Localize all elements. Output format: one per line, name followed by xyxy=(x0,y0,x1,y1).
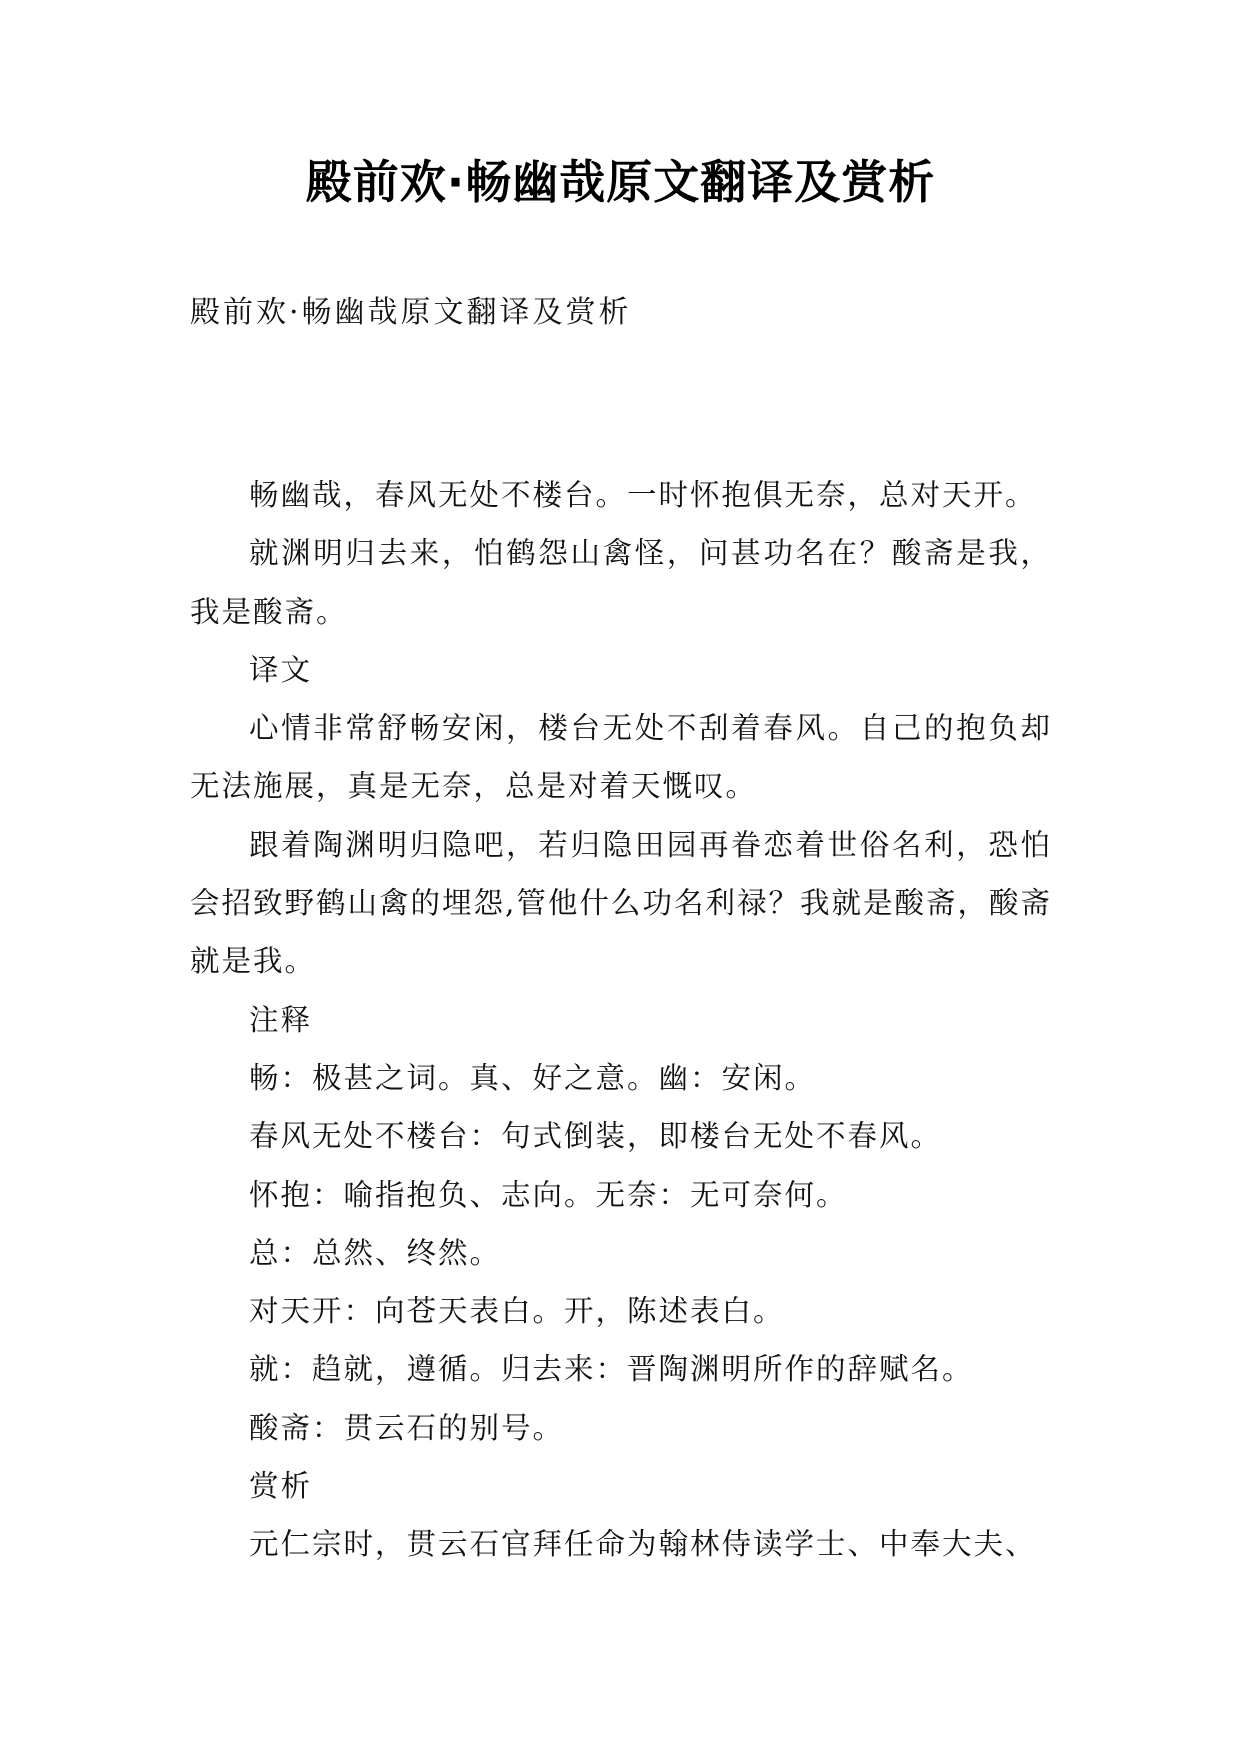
section-heading-translation: 译文 xyxy=(249,652,313,687)
poem-line-1: 畅幽哉，春风无处不楼台。一时怀抱俱无奈，总对天开。 xyxy=(249,478,1037,512)
poem-line-2: 就渊明归去来，怕鹤怨山禽怪，问甚功名在？酸斋是我，我是酸斋。 xyxy=(190,536,1052,629)
document-body xyxy=(190,466,1052,1574)
note-item: 总：总然、终然。 xyxy=(249,1235,502,1270)
section-heading-appreciation: 赏析 xyxy=(249,1469,313,1504)
note-item: 酸斋：贯云石的别号。 xyxy=(249,1410,565,1445)
document-title: 殿前欢·畅幽哉原文翻译及赏析 xyxy=(305,155,936,209)
translation-paragraph-2: 跟着陶渊明归隐吧，若归隐田园再眷恋着世俗名利，恐怕会招致野鹤山禽的埋怨,管他什么功名利禄？我就是酸斋，酸斋就是我。 xyxy=(190,827,1052,979)
appreciation-paragraph: 元仁宗时，贯云石官拜任命为翰林侍读学士、中奉大夫、 xyxy=(249,1527,1037,1562)
note-item: 畅：极甚之词。真、好之意。幽：安闲。 xyxy=(249,1060,817,1095)
document-subtitle: 殿前欢·畅幽哉原文翻译及赏析 xyxy=(190,295,632,330)
note-item: 对天开：向苍天表白。开，陈述表白。 xyxy=(249,1294,785,1329)
note-item: 就：趋就，遵循。归去来：晋陶渊明所作的辞赋名。 xyxy=(249,1352,974,1387)
note-item: 春风无处不楼台：句式倒装，即楼台无处不春风。 xyxy=(249,1119,943,1154)
note-item: 怀抱：喻指抱负、志向。无奈：无可奈何。 xyxy=(249,1177,848,1212)
translation-paragraph-1: 心情非常舒畅安闲，楼台无处不刮着春风。自己的抱负却无法施展，真是无奈，总是对着天慨叹。 xyxy=(190,711,1052,804)
section-heading-notes: 注释 xyxy=(249,1002,313,1037)
